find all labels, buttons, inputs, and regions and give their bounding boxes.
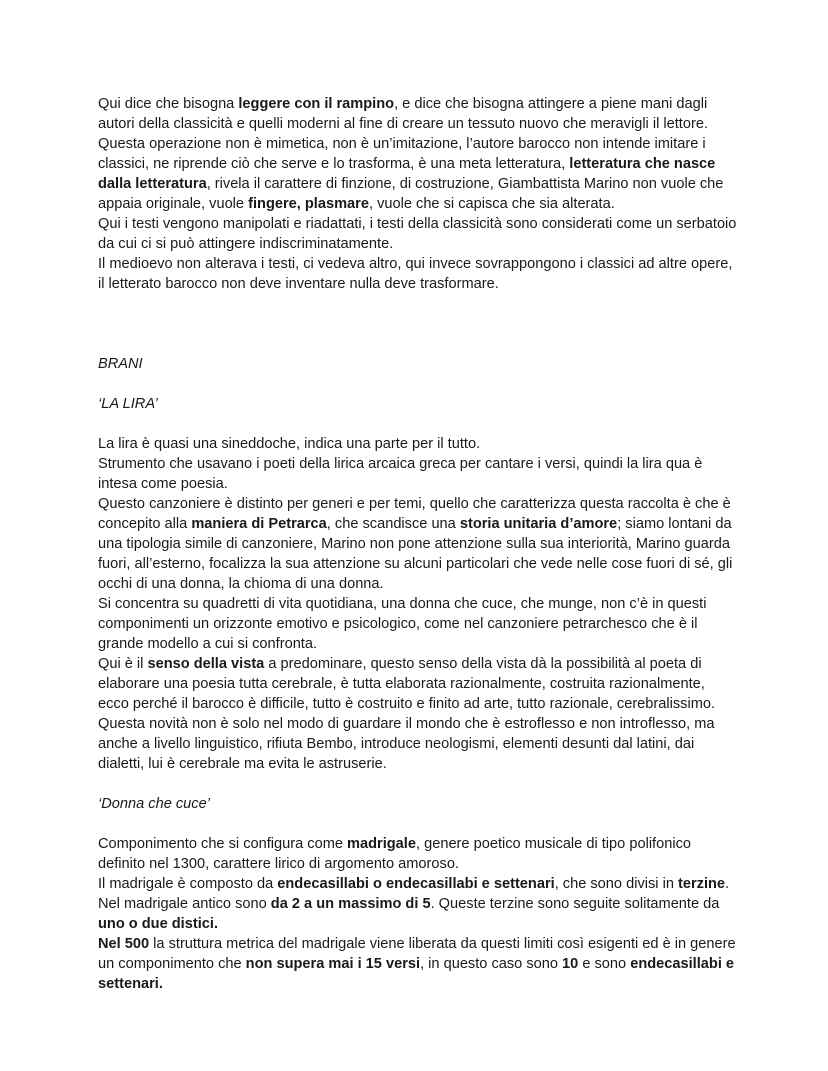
bold-text: senso della vista <box>147 656 265 672</box>
paragraph: Qui è il senso della vista a predominare, questo senso della vista dà la possibilità al poeta di elaborare una poesia tutta cerebrale, è tutta elaborata razionalmente, costruita razionalmente, ecco perché il barocco è difficile, tutto è costruito e finito ad arte, tutto razionale, cerebralissimo. <box>98 656 716 712</box>
paragraph: Si concentra su quadretti di vita quotidiana, una donna che cuce, che munge, non c’è in questi componimenti un orizzonte emotivo e psicologico, come nel canzoniere petrarchesco che è il grande modello a cui si confronta. <box>98 596 707 652</box>
section-heading-donna-che-cuce: ‘Donna che cuce’ <box>98 796 210 812</box>
paragraph: Strumento che usavano i poeti della lirica arcaica greca per cantare i versi, quindi la lira qua è intesa come poesia. <box>98 456 703 492</box>
lira-section <box>98 434 738 774</box>
bold-text: fingere, plasmare <box>248 196 369 212</box>
paragraph: Nel 500 la struttura metrica del madrigale viene liberata da questi limiti così esigenti ed è in genere un componimento che non supera mai i 15 versi, in questo caso sono 10 e sono endecasillabi e settenari. <box>98 936 736 992</box>
paragraph: Il madrigale è composto da endecasillabi o endecasillabi e settenari, che sono divisi in terzine. Nel madrigale antico sono da 2 a un massimo di 5. Queste terzine sono seguite solitamente da uno o due distici. <box>98 876 730 932</box>
bold-text: storia unitaria d’amore <box>459 516 618 532</box>
section-heading-brani: BRANI <box>98 356 143 372</box>
section-heading-la-lira: ‘LA LIRA’ <box>98 396 158 412</box>
bold-text: uno o due distici. <box>98 916 218 932</box>
intro-section <box>98 94 738 294</box>
bold-text: non supera mai i 15 versi <box>245 956 421 972</box>
paragraph: Questa operazione non è mimetica, non è un’imitazione, l’autore barocco non intende imitare i classici, ne riprende ciò che serve e lo trasforma, è una meta letteratura, letteratura che nasce dalla letteratura, rivela il carattere di finzione, di costruzione, Giambattista Marino non vuole che appaia originale, vuole fingere, plasmare, vuole che si capisca che sia alterata. <box>98 136 724 212</box>
donna-section <box>98 834 738 994</box>
paragraph: La lira è quasi una sineddoche, indica una parte per il tutto. <box>98 436 481 452</box>
paragraph: Questa novità non è solo nel modo di guardare il mondo che è estroflesso e non introflesso, ma anche a livello linguistico, rifiuta Bembo, introduce neologismi, elementi desunti dal latini, dai dialetti, lui è cerebrale ma evita le astruserie. <box>98 716 715 772</box>
bold-text: terzine <box>678 876 726 892</box>
bold-text: letteratura che nasce dalla letteratura <box>98 156 716 192</box>
bold-text: endecasillabi o endecasillabi e settenari <box>277 876 555 892</box>
paragraph: Qui i testi vengono manipolati e riadattati, i testi della classicità sono considerati come un serbatoio da cui ci si può attingere indiscriminatamente. <box>98 216 737 252</box>
document-content <box>98 94 738 994</box>
bold-text: endecasillabi e settenari. <box>98 956 735 992</box>
bold-text: da 2 a un massimo di 5 <box>270 896 431 912</box>
bold-text: maniera di Petrarca <box>191 516 327 532</box>
bold-text: 10 <box>562 956 579 972</box>
paragraph: Componimento che si configura come madrigale, genere poetico musicale di tipo polifonico definito nel 1300, carattere lirico di argomento amoroso. <box>98 836 691 872</box>
bold-text: Nel 500 <box>98 936 150 952</box>
bold-text: leggere con il rampino <box>238 96 395 112</box>
paragraph: Il medioevo non alterava i testi, ci vedeva altro, qui invece sovrappongono i classici ad altre opere, il letterato barocco non deve inventare nulla deve trasformare. <box>98 256 733 292</box>
paragraph: Questo canzoniere è distinto per generi e per temi, quello che caratterizza questa raccolta è che è concepito alla maniera di Petrarca, che scandisce una storia unitaria d’amore; siamo lontani da una tipologia simile di canzoniere, Marino non pone attenzione sulla sua interiorità, Marino guarda fuori, all’esterno, focalizza la sua attenzione su alcuni particolari che vede nelle cose fuori di sé, gli occhi di una donna, la chioma di una donna. <box>98 496 733 592</box>
bold-text: madrigale <box>347 836 416 852</box>
paragraph: Qui dice che bisogna leggere con il rampino, e dice che bisogna attingere a piene mani dagli autori della classicità e quelli moderni al fine di creare un tessuto nuovo che meravigli il lettore. <box>98 96 709 132</box>
